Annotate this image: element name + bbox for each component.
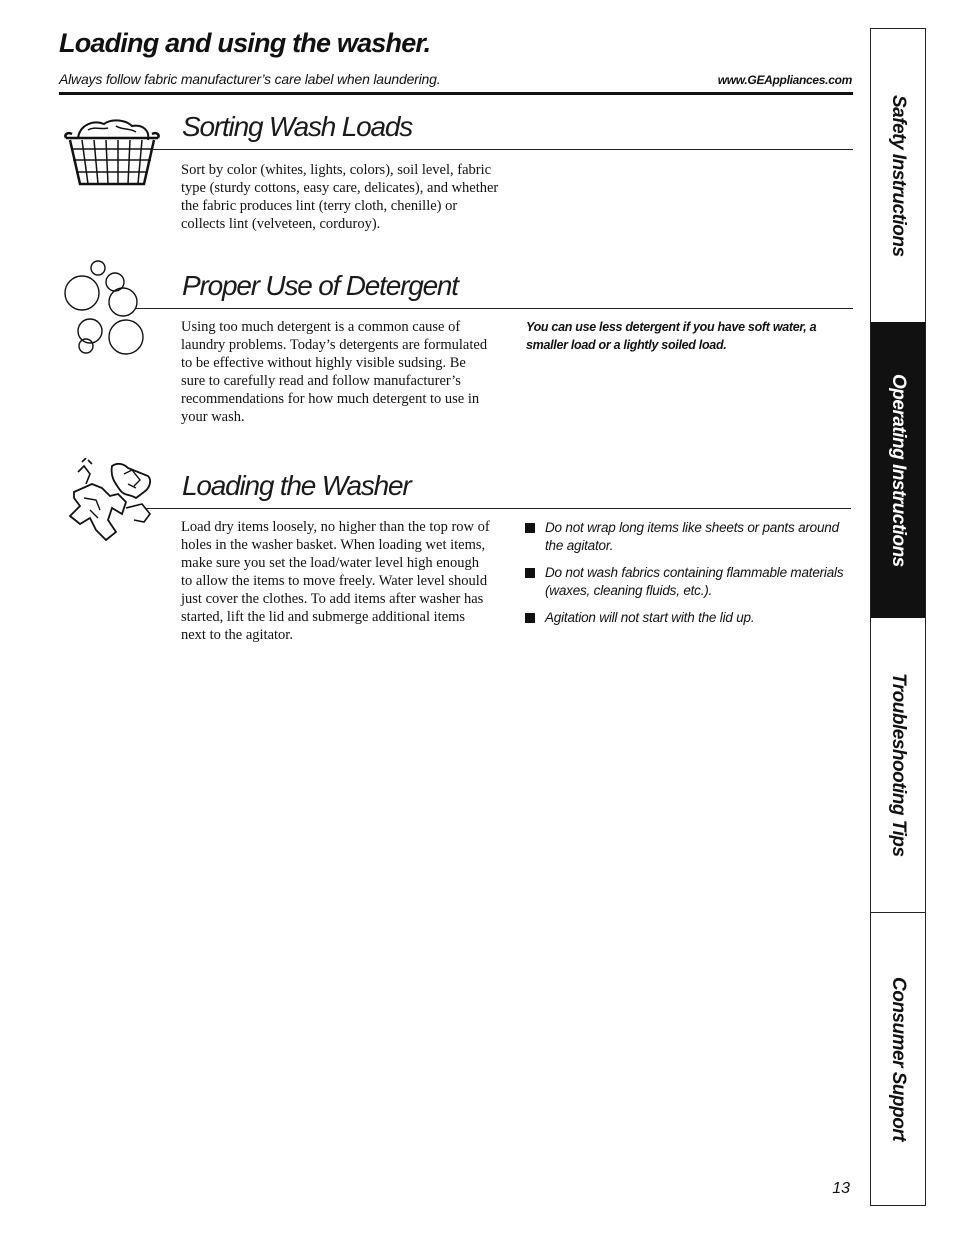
tab-consumer-support[interactable]: Consumer Support: [888, 976, 909, 1142]
sorting-body: Sort by color (whites, lights, colors), soil level, fabric type (sturdy cottons, easy care, delicates), and whether the fabric produces lint (terry cloth, chenille) or collects lint (velveteen, corduroy).: [181, 162, 499, 232]
loading-rule: [146, 508, 851, 509]
loading-bullet-list: [525, 519, 845, 636]
bullet-square-icon: [525, 523, 535, 533]
section-sidebar: [870, 28, 926, 1206]
tab-operating-instructions[interactable]: Operating Instructions: [871, 322, 925, 618]
loading-title: Loading the Washer: [182, 470, 411, 501]
sorting-rule: [150, 149, 853, 150]
detergent-rule: [136, 308, 853, 309]
list-item: Agitation will not start with the lid up.: [525, 609, 845, 627]
loading-body: Load dry items loosely, no higher than the top row of holes in the washer basket. When loading wet items, make sure you set the load/water level high enough to allow the items to move freely. Water level should just cover the clothes. To add items after washer has started, lift the lid and submerge additional items next to the agitator.: [181, 519, 490, 643]
list-item: Do not wash fabrics containing flammable materials (waxes, cleaning fluids, etc.).: [525, 564, 845, 600]
website-link[interactable]: www.GEAppliances.com: [717, 73, 852, 87]
clothes-icon: [66, 458, 156, 542]
list-item: Do not wrap long items like sheets or pants around the agitator.: [525, 519, 845, 555]
header-rule: [59, 92, 853, 95]
page-title: Loading and using the washer.: [59, 28, 431, 58]
sorting-title: Sorting Wash Loads: [182, 111, 413, 142]
detergent-title: Proper Use of Detergent: [182, 270, 458, 301]
detergent-note: You can use less detergent if you have soft water, a smaller load or a lightly soiled load.: [526, 320, 817, 352]
tab-safety-instructions[interactable]: Safety Instructions: [888, 94, 909, 257]
bullet-square-icon: [525, 613, 535, 623]
tab-troubleshooting-tips[interactable]: Troubleshooting Tips: [888, 673, 909, 857]
detergent-body: Using too much detergent is a common cause of laundry problems. Today’s detergents are formulated to be effective without highly visible sudsing. Be sure to carefully read and follow manufacturer’s recommendations for how much detergent to use in your wash.: [181, 319, 488, 425]
laundry-basket-icon: [64, 116, 160, 190]
page-number: 13: [832, 1180, 850, 1197]
page-subtitle: Always follow fabric manufacturer’s care label when laundering.: [59, 71, 441, 87]
bubbles-icon: [62, 260, 146, 356]
bullet-square-icon: [525, 568, 535, 578]
